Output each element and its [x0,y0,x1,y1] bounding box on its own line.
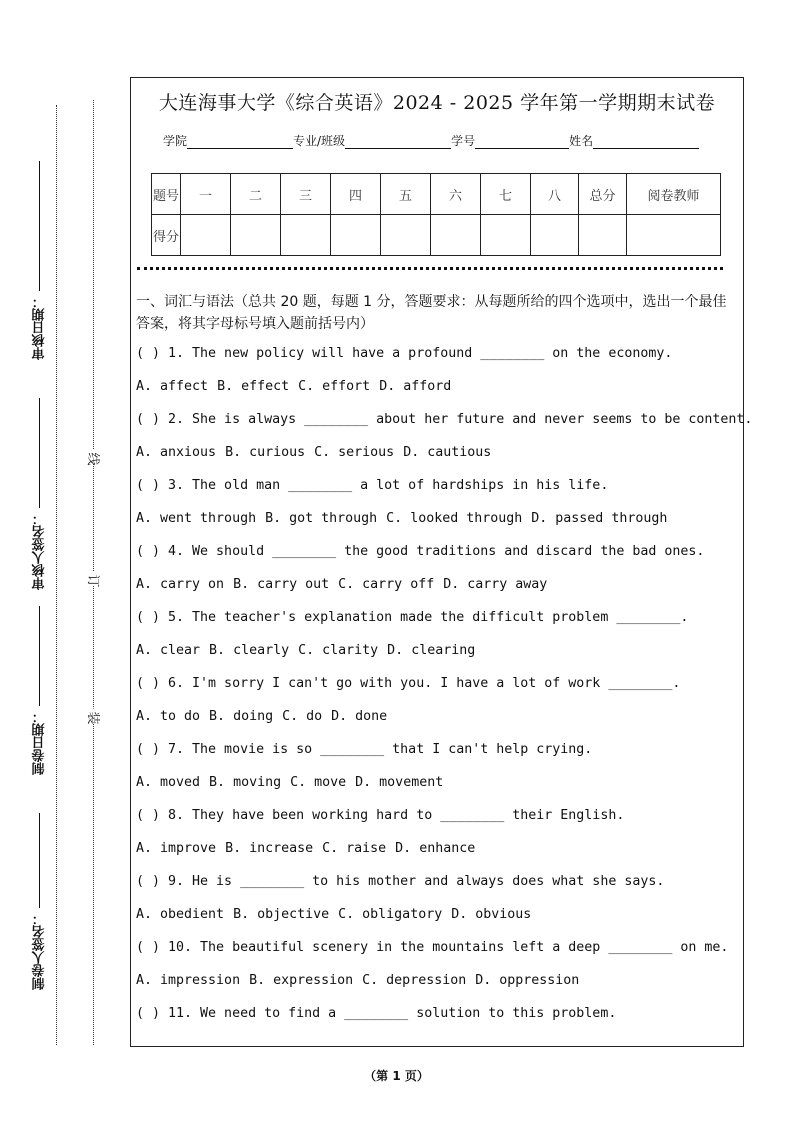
question-list [136,344,753,1037]
option-item: D. enhance [395,841,476,856]
make-date-label [20,600,60,775]
option-item: B. carry out [233,577,330,592]
review-date-text: 审核日期： [32,295,48,360]
question-stem: ( ) 9. He is ________ to his mother and always does what she says. [136,874,665,889]
score-header-cell: 总分 [579,174,627,215]
question-section [136,291,753,1037]
option-item: C. do [282,709,323,724]
option-item: A. moved [136,775,201,790]
score-cell[interactable] [627,215,721,256]
name-field[interactable] [593,135,699,149]
option-item: B. doing [209,709,274,724]
option-item: D. oppression [475,973,580,988]
score-cell[interactable] [531,215,579,256]
score-header-cell: 三 [281,174,331,215]
make-date-text: 制卷日期： [32,710,48,775]
score-cell[interactable] [231,215,281,256]
question-stem: ( ) 5. The teacher's explanation made the difficult problem ________. [136,610,689,625]
major-class-field[interactable] [345,135,451,149]
option-item: D. carry away [443,577,548,592]
exam-frame [130,77,753,1047]
option-item: D. clearing [387,643,476,658]
binding-bind-char: 装 [87,708,101,724]
question-stem: ( ) 7. The movie is so ________ that I can't help crying. [136,742,593,757]
option-item: B. curious [225,445,306,460]
question-options [136,509,737,542]
option-item: D. afford [379,379,452,394]
question-options [136,575,737,608]
student-info-line [163,132,699,149]
section-instruction: 一、词汇与语法（总共 20 题，每题 1 分，答题要求：从每题所给的四个选项中，选出一个最佳答案，将其字母标号填入题前括号内） [136,294,727,332]
option-item: B. increase [225,841,314,856]
option-item: B. clearly [209,643,290,658]
question-stem: ( ) 2. She is always ________ about her future and never seems to be content. [136,412,753,427]
score-cell[interactable] [431,215,481,256]
option-item: B. objective [233,907,330,922]
option-item: D. done [331,709,388,724]
score-cell[interactable] [281,215,331,256]
option-item: A. went through [136,511,257,526]
question-options [136,773,737,806]
option-item: A. obedient [136,907,225,922]
maker-signature-label [20,800,60,990]
option-item: A. carry on [136,577,225,592]
reviewer-signature-label [20,380,60,590]
option-item: B. expression [249,973,354,988]
score-cell[interactable] [181,215,231,256]
score-header-cell: 题号 [152,174,181,215]
student-id-label: 学号 [451,134,476,148]
review-date-blank[interactable] [40,161,41,291]
option-item: C. looked through [386,511,523,526]
option-item: D. obvious [451,907,532,922]
name-label: 姓名 [569,134,594,148]
option-item: A. anxious [136,445,217,460]
maker-signature-blank[interactable] [40,813,41,908]
question-stem: ( ) 11. We need to find a ________ solution to this problem. [136,1006,617,1021]
page-number: （第 1 页） [364,1069,429,1083]
option-item: D. cautious [403,445,492,460]
left-dotted-line [56,105,57,1045]
option-item: C. obligatory [338,907,443,922]
separator-dotted-line [137,267,723,270]
reviewer-signature-text: 审核人签名： [32,512,48,590]
option-item: C. depression [362,973,467,988]
score-table-score-row [152,215,721,256]
score-header-cell: 四 [331,174,381,215]
question-options [136,443,737,476]
option-item: C. carry off [338,577,435,592]
option-item: B. effect [217,379,290,394]
review-date-label [20,140,60,360]
question-stem: ( ) 10. The beautiful scenery in the mountains left a deep ________ on me. [136,940,729,955]
question-options [136,905,737,938]
option-item: C. serious [314,445,395,460]
binding-line-char: 线 [87,449,101,465]
score-cell[interactable] [331,215,381,256]
score-header-cell: 八 [531,174,579,215]
option-item: C. move [290,775,347,790]
option-item: D. passed through [531,511,668,526]
question-options [136,839,737,872]
question-options [136,377,737,410]
college-field[interactable] [187,135,293,149]
option-item: B. got through [265,511,378,526]
score-header-cell: 阅卷教师 [627,174,721,215]
option-item: C. clarity [298,643,379,658]
score-row-label: 得分 [152,215,181,256]
college-label: 学院 [163,134,188,148]
score-cell[interactable] [381,215,431,256]
question-stem: ( ) 6. I'm sorry I can't go with you. I have a lot of work ________. [136,676,681,691]
score-cell[interactable] [579,215,627,256]
score-header-cell: 二 [231,174,281,215]
student-id-field[interactable] [475,135,569,149]
score-table-header-row [152,174,721,215]
score-header-cell: 一 [181,174,231,215]
option-item: C. raise [322,841,387,856]
option-item: A. to do [136,709,201,724]
score-header-cell: 五 [381,174,431,215]
option-item: D. movement [355,775,444,790]
make-date-blank[interactable] [40,606,41,706]
score-header-cell: 七 [481,174,531,215]
option-item: A. clear [136,643,201,658]
exam-title: 大连海事大学《综合英语》2024 - 2025 学年第一学期期末试卷 [158,92,716,114]
question-options [136,707,737,740]
question-stem: ( ) 8. They have been working hard to ________ their English. [136,808,625,823]
score-cell[interactable] [481,215,531,256]
score-table [151,173,721,256]
option-item: B. moving [209,775,282,790]
option-item: C. effort [298,379,371,394]
option-item: A. improve [136,841,217,856]
binding-staple-char: 订 [87,571,101,587]
question-options [136,971,737,1004]
question-options [136,641,737,674]
reviewer-signature-blank[interactable] [40,398,41,508]
option-item: A. impression [136,973,241,988]
score-header-cell: 六 [431,174,481,215]
major-class-label: 专业/班级 [293,134,346,148]
question-stem: ( ) 4. We should ________ the good traditions and discard the bad ones. [136,544,705,559]
maker-signature-text: 制卷人签名： [32,912,48,990]
option-item: A. affect [136,379,209,394]
question-stem: ( ) 3. The old man ________ a lot of hardships in his life. [136,478,609,493]
question-stem: ( ) 1. The new policy will have a profound ________ on the economy. [136,346,673,361]
